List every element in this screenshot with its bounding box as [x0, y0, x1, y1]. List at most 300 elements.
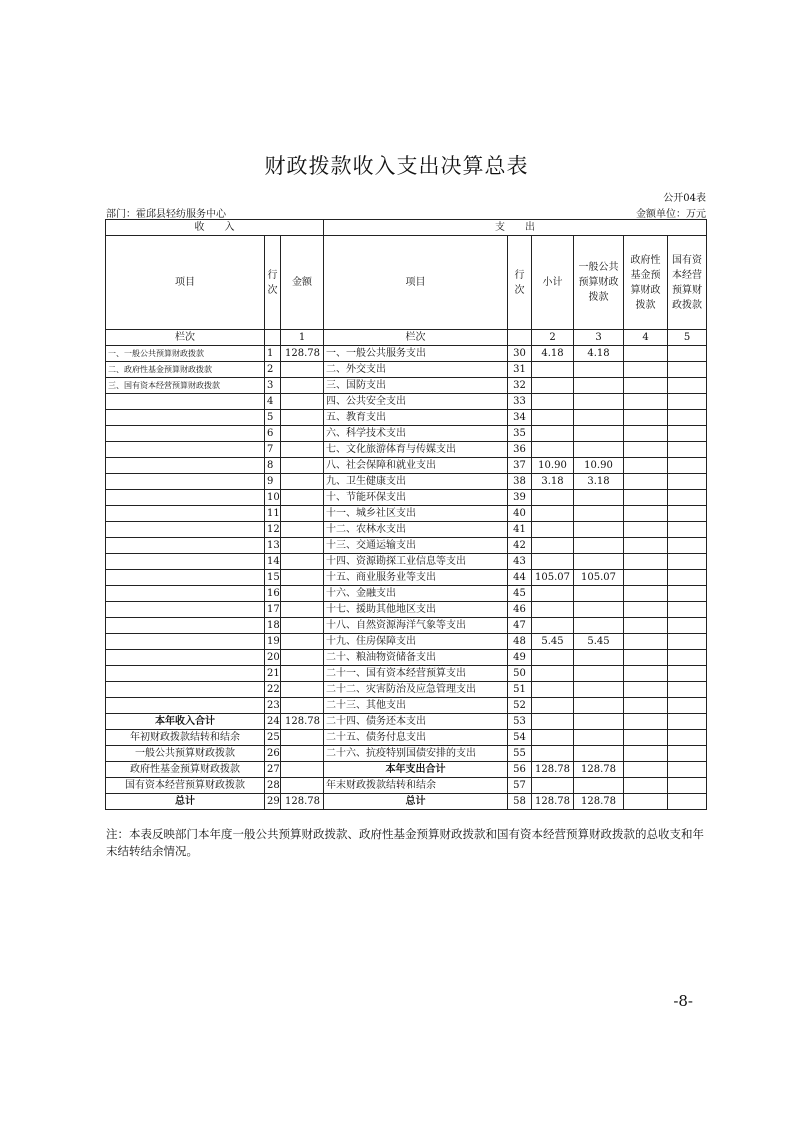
expense-row-no-cell: 34: [508, 410, 532, 426]
income-row-no-cell: 12: [265, 522, 281, 538]
expense-row-no-cell: 58: [508, 794, 532, 810]
expense-header: 支 出: [324, 220, 707, 236]
income-row-no-cell: 16: [265, 586, 281, 602]
expense-row-no-cell: 53: [508, 714, 532, 730]
table-row: [106, 682, 707, 698]
gov-fund-cell: [624, 762, 668, 778]
table-row: [106, 570, 707, 586]
general-budget-cell: [574, 778, 624, 794]
expense-item-cell: 十一、城乡社区支出: [324, 506, 508, 522]
income-item-cell: [106, 682, 265, 698]
subtotal-cell: [532, 778, 574, 794]
gov-fund-cell: [624, 586, 668, 602]
expense-row-no-cell: 37: [508, 458, 532, 474]
general-budget-cell: [574, 746, 624, 762]
expense-row-no-cell: 54: [508, 730, 532, 746]
subtotal-cell: [532, 522, 574, 538]
page-number: -8-: [673, 992, 693, 1010]
income-item-cell: 总计: [106, 794, 265, 810]
col-index-4: 4: [624, 330, 668, 346]
gov-fund-cell: [624, 650, 668, 666]
subtotal-cell: [532, 506, 574, 522]
table-row: [106, 634, 707, 650]
col-index-2: 2: [532, 330, 574, 346]
table-row: [106, 698, 707, 714]
income-row-no-cell: 5: [265, 410, 281, 426]
subtotal-cell: 128.78: [532, 762, 574, 778]
state-capital-cell: [668, 426, 707, 442]
col-index-1: 1: [281, 330, 324, 346]
state-capital-cell: [668, 698, 707, 714]
subtotal-cell: [532, 490, 574, 506]
expense-row-no-cell: 50: [508, 666, 532, 682]
col-index-3: 3: [574, 330, 624, 346]
table-row: [106, 778, 707, 794]
income-amount-cell: [281, 506, 324, 522]
state-capital-cell: [668, 442, 707, 458]
blank-cell: [508, 330, 532, 346]
general-budget-cell: 10.90: [574, 458, 624, 474]
expense-row-no-cell: 32: [508, 378, 532, 394]
unit-label: 金额单位：万元: [636, 209, 706, 220]
income-row-no-cell: 22: [265, 682, 281, 698]
income-item-cell: [106, 474, 265, 490]
gov-fund-cell: [624, 378, 668, 394]
general-budget-cell: [574, 586, 624, 602]
state-capital-cell: [668, 570, 707, 586]
income-item-cell: 一、一般公共预算财政拨款: [106, 346, 265, 362]
gov-fund-cell: [624, 458, 668, 474]
income-item-cell: [106, 666, 265, 682]
table-row: [106, 714, 707, 730]
expense-item-cell: 八、社会保障和就业支出: [324, 458, 508, 474]
income-item-header: 项目: [106, 236, 265, 330]
blank-cell: [265, 330, 281, 346]
expense-item-cell: 总计: [324, 794, 508, 810]
table-row: [106, 794, 707, 810]
state-capital-cell: [668, 634, 707, 650]
subtotal-cell: [532, 602, 574, 618]
expense-item-cell: 二十三、其他支出: [324, 698, 508, 714]
expense-item-cell: 十九、住房保障支出: [324, 634, 508, 650]
income-item-cell: [106, 426, 265, 442]
general-budget-cell: [574, 682, 624, 698]
income-row-no-cell: 6: [265, 426, 281, 442]
gov-fund-cell: [624, 506, 668, 522]
income-item-cell: [106, 634, 265, 650]
footnote: 注：本表反映部门本年度一般公共预算财政拨款、政府性基金预算财政拨款和国有资本经营预算财政拨款的总收支和年末结转结余情况。: [106, 827, 704, 858]
income-row-no-cell: 27: [265, 762, 281, 778]
expense-row-no-cell: 31: [508, 362, 532, 378]
income-row-no-cell: 14: [265, 554, 281, 570]
gov-fund-cell: [624, 554, 668, 570]
income-amount-cell: [281, 698, 324, 714]
income-row-no-cell: 26: [265, 746, 281, 762]
table-row: [106, 506, 707, 522]
income-row-no-cell: 11: [265, 506, 281, 522]
subtotal-cell: [532, 714, 574, 730]
page-title: 财政拨款收入支出决算总表: [264, 154, 529, 178]
income-item-cell: [106, 506, 265, 522]
income-item-cell: 三、国有资本经营预算财政拨款: [106, 378, 265, 394]
gov-fund-cell: [624, 490, 668, 506]
expense-item-cell: 十六、金融支出: [324, 586, 508, 602]
gov-fund-cell: [624, 794, 668, 810]
table-row: [106, 650, 707, 666]
state-capital-cell: [668, 762, 707, 778]
expense-row-no-cell: 56: [508, 762, 532, 778]
income-amount-cell: [281, 746, 324, 762]
expense-item-cell: 十、节能环保支出: [324, 490, 508, 506]
gov-fund-cell: [624, 634, 668, 650]
subtotal-cell: [532, 666, 574, 682]
expense-item-cell: 三、国防支出: [324, 378, 508, 394]
col-index-5: 5: [668, 330, 707, 346]
department-label: 部门：霍邱县轻纺服务中心: [106, 209, 226, 220]
income-amount-cell: [281, 650, 324, 666]
gov-fund-cell: [624, 362, 668, 378]
income-item-cell: [106, 698, 265, 714]
subtotal-cell: 105.07: [532, 570, 574, 586]
subtotal-header: 小计: [532, 236, 574, 330]
gov-fund-cell: [624, 666, 668, 682]
state-capital-cell: [668, 378, 707, 394]
general-budget-cell: [574, 698, 624, 714]
income-row-no-cell: 9: [265, 474, 281, 490]
income-row-no-cell: 18: [265, 618, 281, 634]
income-row-no-cell: 24: [265, 714, 281, 730]
expense-item-cell: 二十、粮油物资储备支出: [324, 650, 508, 666]
expense-row-no-cell: 55: [508, 746, 532, 762]
subtotal-cell: [532, 410, 574, 426]
general-budget-cell: [574, 442, 624, 458]
subtotal-cell: [532, 618, 574, 634]
general-budget-cell: 5.45: [574, 634, 624, 650]
table-row: [106, 554, 707, 570]
income-amount-cell: [281, 634, 324, 650]
general-budget-cell: [574, 666, 624, 682]
form-code: 公开04表: [663, 193, 706, 204]
general-budget-cell: [574, 714, 624, 730]
table-row: [106, 746, 707, 762]
expense-item-cell: 二十五、债务付息支出: [324, 730, 508, 746]
income-item-cell: [106, 490, 265, 506]
income-item-cell: 一般公共预算财政拨款: [106, 746, 265, 762]
state-capital-cell: [668, 778, 707, 794]
income-row-no-header: 行次: [265, 236, 281, 330]
subtotal-cell: 4.18: [532, 346, 574, 362]
general-budget-cell: [574, 554, 624, 570]
expense-row-no-cell: 49: [508, 650, 532, 666]
expense-item-cell: 十二、农林水支出: [324, 522, 508, 538]
subtotal-cell: 3.18: [532, 474, 574, 490]
general-budget-cell: [574, 394, 624, 410]
expense-item-cell: 二十二、灾害防治及应急管理支出: [324, 682, 508, 698]
expense-row-no-cell: 39: [508, 490, 532, 506]
state-capital-cell: [668, 666, 707, 682]
expense-row-no-cell: 52: [508, 698, 532, 714]
state-capital-cell: [668, 362, 707, 378]
income-header: 收 入: [106, 220, 324, 236]
expense-item-cell: 九、卫生健康支出: [324, 474, 508, 490]
income-row-no-cell: 3: [265, 378, 281, 394]
general-budget-cell: [574, 426, 624, 442]
table-row: [106, 474, 707, 490]
general-budget-cell: [574, 362, 624, 378]
state-capital-cell: [668, 746, 707, 762]
table-row: [106, 730, 707, 746]
general-budget-cell: 105.07: [574, 570, 624, 586]
gov-fund-header: 政府性基金预算财政拨款: [624, 236, 668, 330]
expense-item-cell: 四、公共安全支出: [324, 394, 508, 410]
income-row-no-cell: 28: [265, 778, 281, 794]
income-item-cell: [106, 602, 265, 618]
income-row-no-cell: 23: [265, 698, 281, 714]
expense-item-cell: 五、教育支出: [324, 410, 508, 426]
state-capital-cell: [668, 586, 707, 602]
table-row: [106, 522, 707, 538]
table-row: [106, 586, 707, 602]
state-capital-cell: [668, 490, 707, 506]
income-amount-cell: 128.78: [281, 794, 324, 810]
subtotal-cell: [532, 698, 574, 714]
subtotal-cell: [532, 362, 574, 378]
state-capital-cell: [668, 602, 707, 618]
table-row: [106, 490, 707, 506]
expense-item-cell: 六、科学技术支出: [324, 426, 508, 442]
subtotal-cell: 128.78: [532, 794, 574, 810]
table-row: [106, 618, 707, 634]
gov-fund-cell: [624, 698, 668, 714]
expense-row-no-cell: 47: [508, 618, 532, 634]
income-amount-cell: [281, 682, 324, 698]
gov-fund-cell: [624, 442, 668, 458]
state-capital-cell: [668, 522, 707, 538]
state-capital-cell: [668, 554, 707, 570]
expense-item-cell: 二十一、国有资本经营预算支出: [324, 666, 508, 682]
general-budget-cell: [574, 378, 624, 394]
subtotal-cell: [532, 650, 574, 666]
state-capital-cell: [668, 794, 707, 810]
income-row-no-cell: 7: [265, 442, 281, 458]
expense-item-cell: 七、文化旅游体育与传媒支出: [324, 442, 508, 458]
income-amount-cell: [281, 522, 324, 538]
income-row-no-cell: 13: [265, 538, 281, 554]
income-amount-cell: [281, 474, 324, 490]
expense-row-no-cell: 45: [508, 586, 532, 602]
table-row: [106, 458, 707, 474]
state-capital-cell: [668, 458, 707, 474]
gov-fund-cell: [624, 682, 668, 698]
subtotal-cell: [532, 682, 574, 698]
subtotal-cell: [532, 746, 574, 762]
expense-item-cell: 十七、援助其他地区支出: [324, 602, 508, 618]
income-amount-cell: [281, 586, 324, 602]
state-capital-cell: [668, 394, 707, 410]
gov-fund-cell: [624, 778, 668, 794]
income-row-no-cell: 20: [265, 650, 281, 666]
gov-fund-cell: [624, 714, 668, 730]
col-label-expense: 栏次: [324, 330, 508, 346]
income-row-no-cell: 4: [265, 394, 281, 410]
income-row-no-cell: 25: [265, 730, 281, 746]
state-capital-cell: [668, 714, 707, 730]
table-row: [106, 394, 707, 410]
income-row-no-cell: 1: [265, 346, 281, 362]
income-row-no-cell: 29: [265, 794, 281, 810]
income-amount-cell: [281, 458, 324, 474]
subtotal-cell: [532, 538, 574, 554]
gov-fund-cell: [624, 730, 668, 746]
income-item-cell: [106, 458, 265, 474]
table-row: [106, 666, 707, 682]
income-amount-cell: [281, 730, 324, 746]
expense-row-no-cell: 40: [508, 506, 532, 522]
expense-item-cell: 二十六、抗疫特别国债安排的支出: [324, 746, 508, 762]
gov-fund-cell: [624, 474, 668, 490]
income-amount-cell: [281, 378, 324, 394]
general-budget-cell: 128.78: [574, 762, 624, 778]
gov-fund-cell: [624, 538, 668, 554]
expense-row-no-cell: 33: [508, 394, 532, 410]
general-budget-cell: 3.18: [574, 474, 624, 490]
state-capital-cell: [668, 346, 707, 362]
income-item-cell: [106, 394, 265, 410]
expense-item-cell: 十四、资源勘探工业信息等支出: [324, 554, 508, 570]
income-amount-cell: [281, 778, 324, 794]
subtotal-cell: [532, 730, 574, 746]
income-item-cell: 国有资本经营预算财政拨款: [106, 778, 265, 794]
general-budget-cell: [574, 490, 624, 506]
expense-row-no-cell: 43: [508, 554, 532, 570]
table-row: [106, 762, 707, 778]
gov-fund-cell: [624, 570, 668, 586]
income-item-cell: 二、政府性基金预算财政拨款: [106, 362, 265, 378]
general-budget-cell: [574, 410, 624, 426]
income-item-cell: 本年收入合计: [106, 714, 265, 730]
income-amount-cell: [281, 618, 324, 634]
state-capital-header: 国有资本经营预算财政拨款: [668, 236, 707, 330]
expense-row-no-cell: 38: [508, 474, 532, 490]
expense-item-cell: 二十四、债务还本支出: [324, 714, 508, 730]
subtotal-cell: [532, 586, 574, 602]
table-row: [106, 426, 707, 442]
expense-item-cell: 十五、商业服务业等支出: [324, 570, 508, 586]
income-item-cell: [106, 538, 265, 554]
table-row: [106, 378, 707, 394]
income-item-cell: 政府性基金预算财政拨款: [106, 762, 265, 778]
gov-fund-cell: [624, 346, 668, 362]
subtotal-cell: 5.45: [532, 634, 574, 650]
expense-item-cell: 十八、自然资源海洋气象等支出: [324, 618, 508, 634]
expense-row-no-cell: 57: [508, 778, 532, 794]
income-amount-cell: [281, 410, 324, 426]
state-capital-cell: [668, 474, 707, 490]
general-budget-cell: [574, 522, 624, 538]
income-amount-cell: [281, 538, 324, 554]
state-capital-cell: [668, 618, 707, 634]
subtotal-cell: [532, 442, 574, 458]
general-budget-cell: [574, 506, 624, 522]
income-row-no-cell: 8: [265, 458, 281, 474]
income-amount-cell: [281, 554, 324, 570]
general-budget-cell: [574, 602, 624, 618]
income-item-cell: [106, 570, 265, 586]
gov-fund-cell: [624, 746, 668, 762]
table-row: [106, 346, 707, 362]
expense-row-no-header: 行次: [508, 236, 532, 330]
gov-fund-cell: [624, 410, 668, 426]
income-amount-cell: [281, 362, 324, 378]
general-budget-cell: [574, 650, 624, 666]
expense-item-header: 项目: [324, 236, 508, 330]
income-item-cell: [106, 618, 265, 634]
expense-row-no-cell: 46: [508, 602, 532, 618]
gov-fund-cell: [624, 602, 668, 618]
general-budget-cell: [574, 730, 624, 746]
gov-fund-cell: [624, 426, 668, 442]
income-row-no-cell: 19: [265, 634, 281, 650]
income-row-no-cell: 17: [265, 602, 281, 618]
general-budget-cell: 128.78: [574, 794, 624, 810]
gov-fund-cell: [624, 394, 668, 410]
subtotal-cell: 10.90: [532, 458, 574, 474]
subtotal-cell: [532, 426, 574, 442]
table-row: [106, 442, 707, 458]
income-row-no-cell: 15: [265, 570, 281, 586]
subtotal-cell: [532, 394, 574, 410]
table-row: [106, 538, 707, 554]
general-budget-cell: [574, 538, 624, 554]
state-capital-cell: [668, 538, 707, 554]
state-capital-cell: [668, 730, 707, 746]
amount-header: 金额: [281, 236, 324, 330]
expense-item-cell: 十三、交通运输支出: [324, 538, 508, 554]
col-label-income: 栏次: [106, 330, 265, 346]
state-capital-cell: [668, 410, 707, 426]
general-budget-cell: 4.18: [574, 346, 624, 362]
expense-item-cell: 一、一般公共服务支出: [324, 346, 508, 362]
expense-row-no-cell: 30: [508, 346, 532, 362]
table-row: [106, 602, 707, 618]
gov-fund-cell: [624, 618, 668, 634]
income-item-cell: [106, 410, 265, 426]
income-amount-cell: [281, 426, 324, 442]
income-row-no-cell: 21: [265, 666, 281, 682]
income-row-no-cell: 10: [265, 490, 281, 506]
income-amount-cell: [281, 490, 324, 506]
expense-item-cell: 年末财政拨款结转和结余: [324, 778, 508, 794]
income-amount-cell: 128.78: [281, 714, 324, 730]
income-amount-cell: [281, 762, 324, 778]
income-amount-cell: [281, 442, 324, 458]
expense-row-no-cell: 51: [508, 682, 532, 698]
table-row: [106, 410, 707, 426]
expense-row-no-cell: 36: [508, 442, 532, 458]
state-capital-cell: [668, 682, 707, 698]
subtotal-cell: [532, 378, 574, 394]
income-row-no-cell: 2: [265, 362, 281, 378]
expense-row-no-cell: 35: [508, 426, 532, 442]
income-item-cell: [106, 586, 265, 602]
expense-item-cell: 本年支出合计: [324, 762, 508, 778]
expense-row-no-cell: 42: [508, 538, 532, 554]
income-item-cell: [106, 522, 265, 538]
expense-row-no-cell: 41: [508, 522, 532, 538]
expense-item-cell: 二、外交支出: [324, 362, 508, 378]
income-amount-cell: [281, 394, 324, 410]
income-amount-cell: 128.78: [281, 346, 324, 362]
